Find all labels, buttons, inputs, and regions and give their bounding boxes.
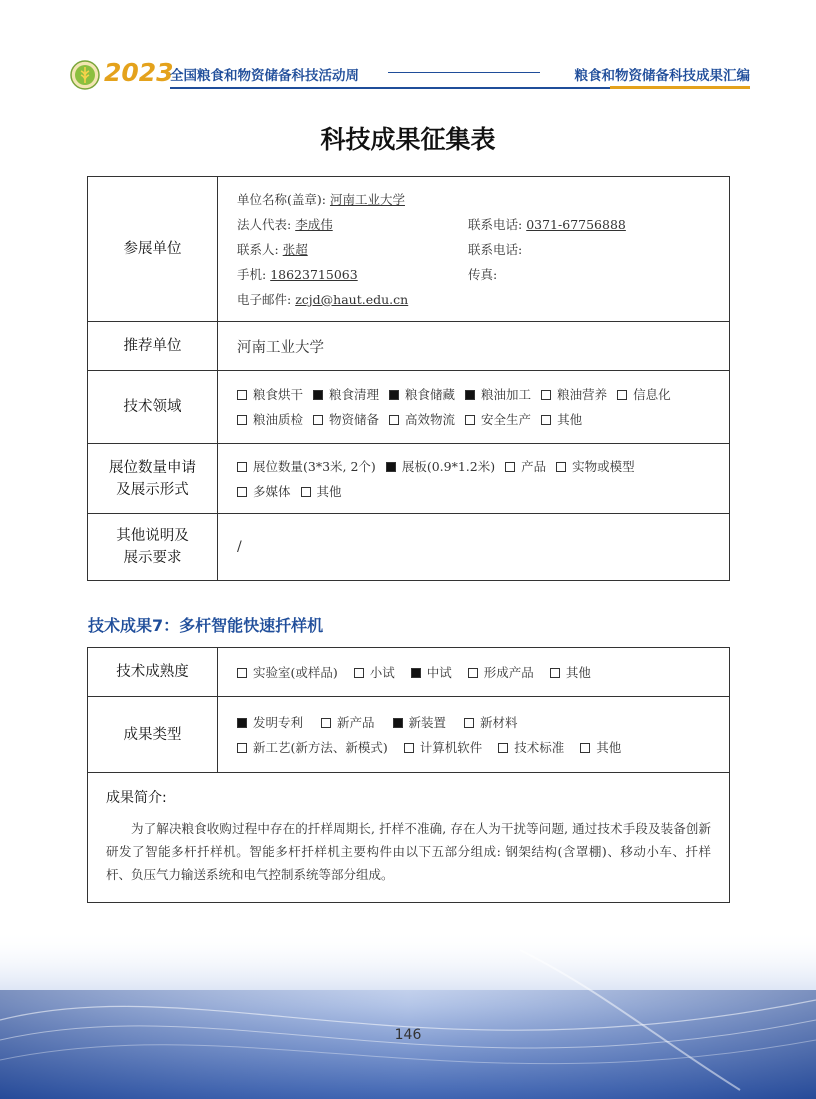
tech-field-options bbox=[218, 371, 730, 444]
mobile-value: 18623715063 bbox=[270, 266, 358, 282]
checkbox[interactable] bbox=[464, 718, 474, 728]
label-tech-field: 技术领域 bbox=[88, 371, 218, 444]
checkbox[interactable] bbox=[321, 718, 331, 728]
option-item[interactable]: 中试 bbox=[411, 660, 452, 685]
checkbox[interactable] bbox=[237, 390, 247, 400]
unit-name-value: 河南工业大学 bbox=[329, 191, 405, 207]
checkbox[interactable] bbox=[237, 415, 247, 425]
row-maturity bbox=[88, 648, 730, 697]
option-item[interactable]: 物资储备 bbox=[313, 407, 379, 432]
row-other bbox=[88, 514, 730, 581]
row-result-type bbox=[88, 697, 730, 773]
intro-heading: 成果简介: bbox=[106, 790, 167, 806]
page-title: 科技成果征集表 bbox=[320, 125, 496, 154]
exhibitor-info bbox=[218, 177, 730, 322]
maturity-options bbox=[218, 648, 730, 697]
email-label: 电子邮件: bbox=[237, 291, 292, 307]
other-value: / bbox=[218, 514, 730, 581]
option-item[interactable]: 信息化 bbox=[617, 382, 671, 407]
recommender-value: 河南工业大学 bbox=[218, 322, 730, 371]
checkbox[interactable] bbox=[237, 718, 247, 728]
option-item[interactable]: 产品 bbox=[505, 454, 546, 479]
label-booth: 展位数量申请 及展示形式 bbox=[88, 444, 218, 514]
label-other: 其他说明及 展示要求 bbox=[88, 514, 218, 581]
checkbox[interactable] bbox=[301, 487, 311, 497]
option-item[interactable]: 多媒体 bbox=[237, 479, 291, 504]
label-recommender: 推荐单位 bbox=[88, 322, 218, 371]
header-left-title: 全国粮食和物资储备科技活动周 bbox=[170, 68, 359, 84]
option-item[interactable]: 新装置 bbox=[393, 710, 447, 735]
checkbox[interactable] bbox=[465, 390, 475, 400]
checkbox[interactable] bbox=[505, 462, 515, 472]
achievement-table bbox=[87, 647, 730, 903]
option-item[interactable]: 计算机软件 bbox=[404, 735, 483, 760]
checkbox[interactable] bbox=[313, 415, 323, 425]
phone1-label: 联系电话: bbox=[468, 216, 523, 232]
mobile-label: 手机: bbox=[237, 266, 267, 282]
contact-value: 张超 bbox=[282, 241, 308, 257]
checkbox[interactable] bbox=[313, 390, 323, 400]
result-type-options bbox=[218, 697, 730, 773]
page-header bbox=[70, 58, 750, 90]
option-item[interactable]: 新材料 bbox=[464, 710, 518, 735]
option-item[interactable]: 展板(0.9*1.2米) bbox=[386, 454, 495, 479]
option-item[interactable]: 粮油营养 bbox=[541, 382, 607, 407]
label-maturity: 技术成熟度 bbox=[88, 648, 218, 697]
option-item[interactable]: 发明专利 bbox=[237, 710, 303, 735]
checkbox[interactable] bbox=[411, 668, 421, 678]
option-item[interactable]: 形成产品 bbox=[468, 660, 534, 685]
phone2-label: 联系电话: bbox=[468, 241, 523, 257]
exhibit-form-table bbox=[87, 176, 730, 581]
checkbox[interactable] bbox=[237, 743, 247, 753]
header-divider bbox=[388, 72, 540, 73]
option-item[interactable]: 其他 bbox=[580, 735, 621, 760]
checkbox[interactable] bbox=[580, 743, 590, 753]
option-item[interactable]: 粮食清理 bbox=[313, 382, 379, 407]
option-item[interactable]: 展位数量(3*3米, 2个) bbox=[237, 454, 376, 479]
option-item[interactable]: 粮食烘干 bbox=[237, 382, 303, 407]
checkbox[interactable] bbox=[237, 462, 247, 472]
legal-rep-value: 李成伟 bbox=[295, 216, 333, 232]
intro-cell bbox=[88, 773, 730, 903]
checkbox[interactable] bbox=[556, 462, 566, 472]
legal-rep-label: 法人代表: bbox=[237, 216, 292, 232]
header-underline-blue bbox=[170, 87, 610, 89]
row-recommender bbox=[88, 322, 730, 371]
checkbox[interactable] bbox=[237, 487, 247, 497]
option-item[interactable]: 其他 bbox=[301, 479, 342, 504]
contact-label: 联系人: bbox=[237, 241, 279, 257]
option-item[interactable]: 安全生产 bbox=[465, 407, 531, 432]
checkbox[interactable] bbox=[617, 390, 627, 400]
checkbox[interactable] bbox=[393, 718, 403, 728]
intro-text: 为了解决粮食收购过程中存在的扦样周期长, 扦样不准确, 存在人为干扰等问题, 通过技术手段及装备创新研发了智能多杆扦样机。智能多杆扦样机主要构件由以下五部分组成: 钢架结构(含罩棚)、移动小车、扦样杆、负压气力输送系统和电气控制系统等部分组成。 bbox=[106, 821, 711, 882]
booth-options bbox=[218, 444, 730, 514]
label-exhibitor: 参展单位 bbox=[88, 177, 218, 322]
emblem-logo-icon bbox=[70, 60, 100, 90]
header-right-title: 粮食和物资储备科技成果汇编 bbox=[574, 68, 750, 84]
header-underline-gold bbox=[610, 86, 750, 89]
phone1-value: 0371-67756888 bbox=[526, 216, 626, 232]
option-item[interactable]: 技术标准 bbox=[498, 735, 564, 760]
option-item[interactable]: 新工艺(新方法、新模式) bbox=[237, 735, 388, 760]
label-result-type: 成果类型 bbox=[88, 697, 218, 773]
option-item[interactable]: 粮油质检 bbox=[237, 407, 303, 432]
checkbox[interactable] bbox=[354, 668, 364, 678]
checkbox[interactable] bbox=[498, 743, 508, 753]
option-item[interactable]: 高效物流 bbox=[389, 407, 455, 432]
unit-name-label: 单位名称(盖章): bbox=[237, 191, 326, 207]
checkbox[interactable] bbox=[389, 390, 399, 400]
checkbox[interactable] bbox=[541, 390, 551, 400]
option-item[interactable]: 小试 bbox=[354, 660, 395, 685]
checkbox[interactable] bbox=[389, 415, 399, 425]
row-tech-field bbox=[88, 371, 730, 444]
option-item[interactable]: 其他 bbox=[550, 660, 591, 685]
row-booth bbox=[88, 444, 730, 514]
row-intro bbox=[88, 773, 730, 903]
header-year: 2023 bbox=[104, 58, 174, 87]
fax-label: 传真: bbox=[468, 266, 498, 282]
option-item[interactable]: 实验室(或样品) bbox=[237, 660, 338, 685]
checkbox[interactable] bbox=[386, 462, 396, 472]
option-item[interactable]: 新产品 bbox=[321, 710, 375, 735]
checkbox[interactable] bbox=[541, 415, 551, 425]
option-item[interactable]: 粮食储藏 bbox=[389, 382, 455, 407]
decorative-wave-background bbox=[0, 930, 816, 1099]
checkbox[interactable] bbox=[404, 743, 414, 753]
email-value: zcjd@haut.edu.cn bbox=[295, 291, 409, 307]
checkbox[interactable] bbox=[550, 668, 560, 678]
row-exhibitor bbox=[88, 177, 730, 322]
checkbox[interactable] bbox=[465, 415, 475, 425]
option-item[interactable]: 实物或模型 bbox=[556, 454, 635, 479]
checkbox[interactable] bbox=[468, 668, 478, 678]
option-item[interactable]: 其他 bbox=[541, 407, 582, 432]
option-item[interactable]: 粮油加工 bbox=[465, 382, 531, 407]
checkbox[interactable] bbox=[237, 668, 247, 678]
section-title: 技术成果7：多杆智能快速扦样机 bbox=[88, 616, 324, 635]
page-number: 146 bbox=[394, 1027, 422, 1043]
